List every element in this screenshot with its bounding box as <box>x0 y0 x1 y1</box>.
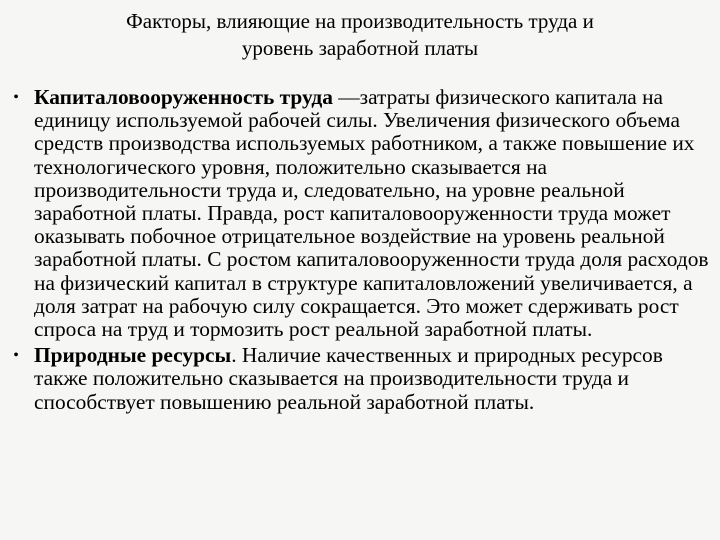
bullet-body: —затраты физического капитала на единицу используемой рабочей силы. Увеличения физического объема средств производства используемых работником, а также повышение их технологического уровня, положительно сказывается на производительности труда и, следовательно, на уровне реальной заработной платы. Правда, рост капиталовооруженности труда может оказывать побочное отрицательное воздействие на уровень реальной заработной платы. С ростом капиталовооруженности труда доля расходов на физический капитал в структуре капиталовложений увеличивается, а доля затрат на рабочую силу сокращается. Это может сдерживать рост спроса на труд и тормозить рост реальной заработной платы. <box>34 85 709 342</box>
bullet-item-natural-resources <box>8 344 716 414</box>
bullet-marker: • <box>13 89 19 106</box>
bullet-text <box>34 343 663 413</box>
slide-title <box>60 8 660 62</box>
bullet-text <box>34 85 709 341</box>
bullet-term: Природные ресурсы <box>34 343 232 368</box>
bullet-list <box>8 86 716 417</box>
bullet-marker: • <box>13 347 19 365</box>
slide-title-line-1: Факторы, влияющие на производительность труда и <box>126 9 594 33</box>
bullet-item-capital-intensity <box>8 86 716 341</box>
bullet-term: Капиталовооруженность труда <box>34 85 333 109</box>
slide-title-line-2: уровень заработной платы <box>241 36 479 60</box>
bullet-body: . Наличие качественных и природных ресурсов также положительно сказывается на производительности труда и способствует повышению реальной заработной платы. <box>34 343 663 414</box>
